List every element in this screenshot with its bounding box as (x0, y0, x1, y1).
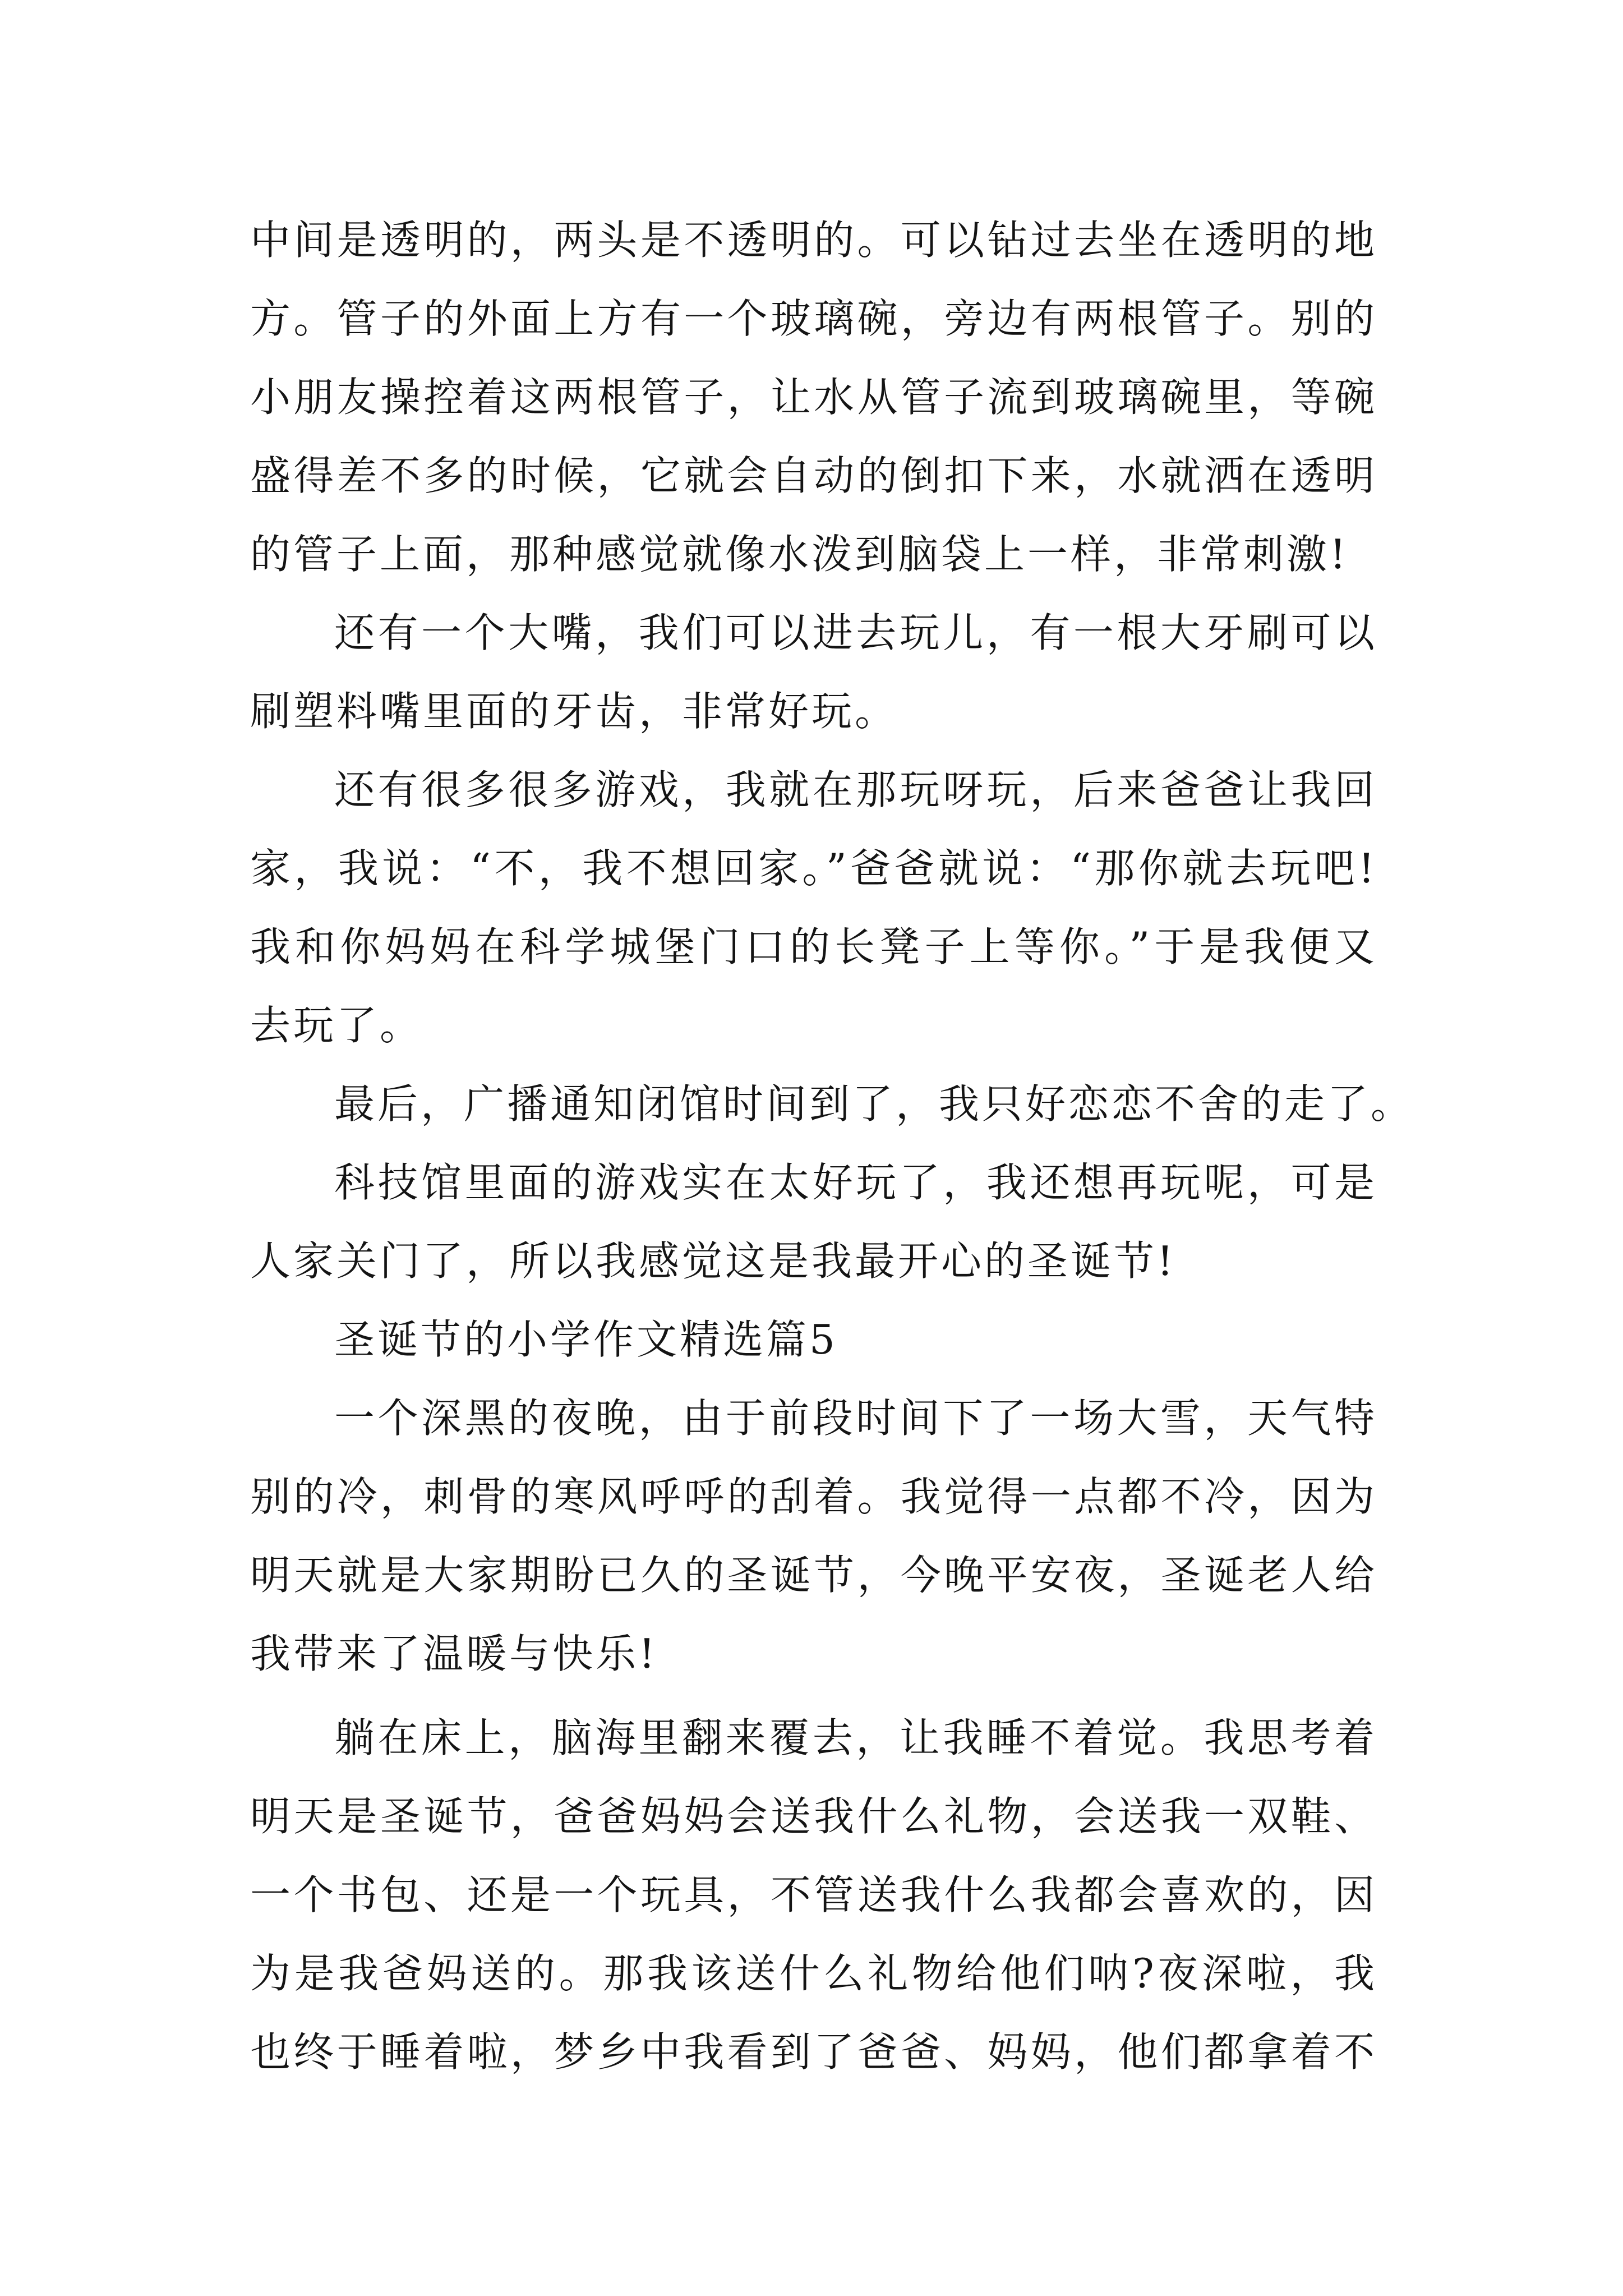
text-line: 家，我说：“不，我不想回家。”爸爸就说：“那你就去玩吧! (250, 845, 1377, 892)
text-line: 小朋友操控着这两根管子，让水从管子流到玻璃碗里，等碗 (250, 374, 1377, 421)
text-line: 我和你妈妈在科学城堡门口的长凳子上等你。”于是我便又 (250, 923, 1377, 970)
text-line: 明天就是大家期盼已久的圣诞节，今晚平安夜，圣诞老人给 (250, 1552, 1377, 1599)
text-line: 人家关门了，所以我感觉这是我最开心的圣诞节! (250, 1237, 1176, 1285)
paragraph-first-line: 躺在床上，脑海里翻来覆去，让我睡不着觉。我思考着 (334, 1714, 1377, 1761)
text-line: 方。管子的外面上方有一个玻璃碗，旁边有两根管子。别的 (250, 295, 1377, 342)
section-heading: 圣诞节的小学作文精选篇5 (334, 1316, 838, 1363)
text-line: 刷塑料嘴里面的牙齿，非常好玩。 (250, 688, 898, 735)
text-line: 别的冷，刺骨的寒风呼呼的刮着。我觉得一点都不冷，因为 (250, 1473, 1377, 1520)
text-line: 明天是圣诞节，爸爸妈妈会送我什么礼物，会送我一双鞋、 (250, 1793, 1377, 1840)
text-line: 我带来了温暖与快乐! (250, 1630, 658, 1677)
paragraph-first-line: 最后，广播通知闭馆时间到了，我只好恋恋不舍的走了。 (334, 1080, 1414, 1128)
paragraph-first-line: 还有很多很多游戏，我就在那玩呀玩，后来爸爸让我回 (334, 766, 1377, 813)
text-line: 一个书包、还是一个玩具，不管送我什么我都会喜欢的，因 (250, 1871, 1377, 1918)
text-line: 的管子上面，那种感觉就像水泼到脑袋上一样，非常刺激! (250, 531, 1349, 578)
text-line: 中间是透明的，两头是不透明的。可以钻过去坐在透明的地 (250, 217, 1377, 264)
paragraph-first-line: 一个深黑的夜晚，由于前段时间下了一场大雪，天气特 (334, 1395, 1377, 1442)
text-line: 为是我爸妈送的。那我该送什么礼物给他们呐?夜深啦，我 (250, 1950, 1377, 1997)
text-line: 去玩了。 (250, 1002, 423, 1049)
text-line: 盛得差不多的时候，它就会自动的倒扣下来，水就洒在透明 (250, 452, 1377, 499)
text-line: 也终于睡着啦，梦乡中我看到了爸爸、妈妈，他们都拿着不 (250, 2028, 1377, 2076)
paragraph-first-line: 还有一个大嘴，我们可以进去玩儿，有一根大牙刷可以 (334, 609, 1377, 656)
paragraph-first-line: 科技馆里面的游戏实在太好玩了，我还想再玩呢，可是 (334, 1159, 1377, 1206)
